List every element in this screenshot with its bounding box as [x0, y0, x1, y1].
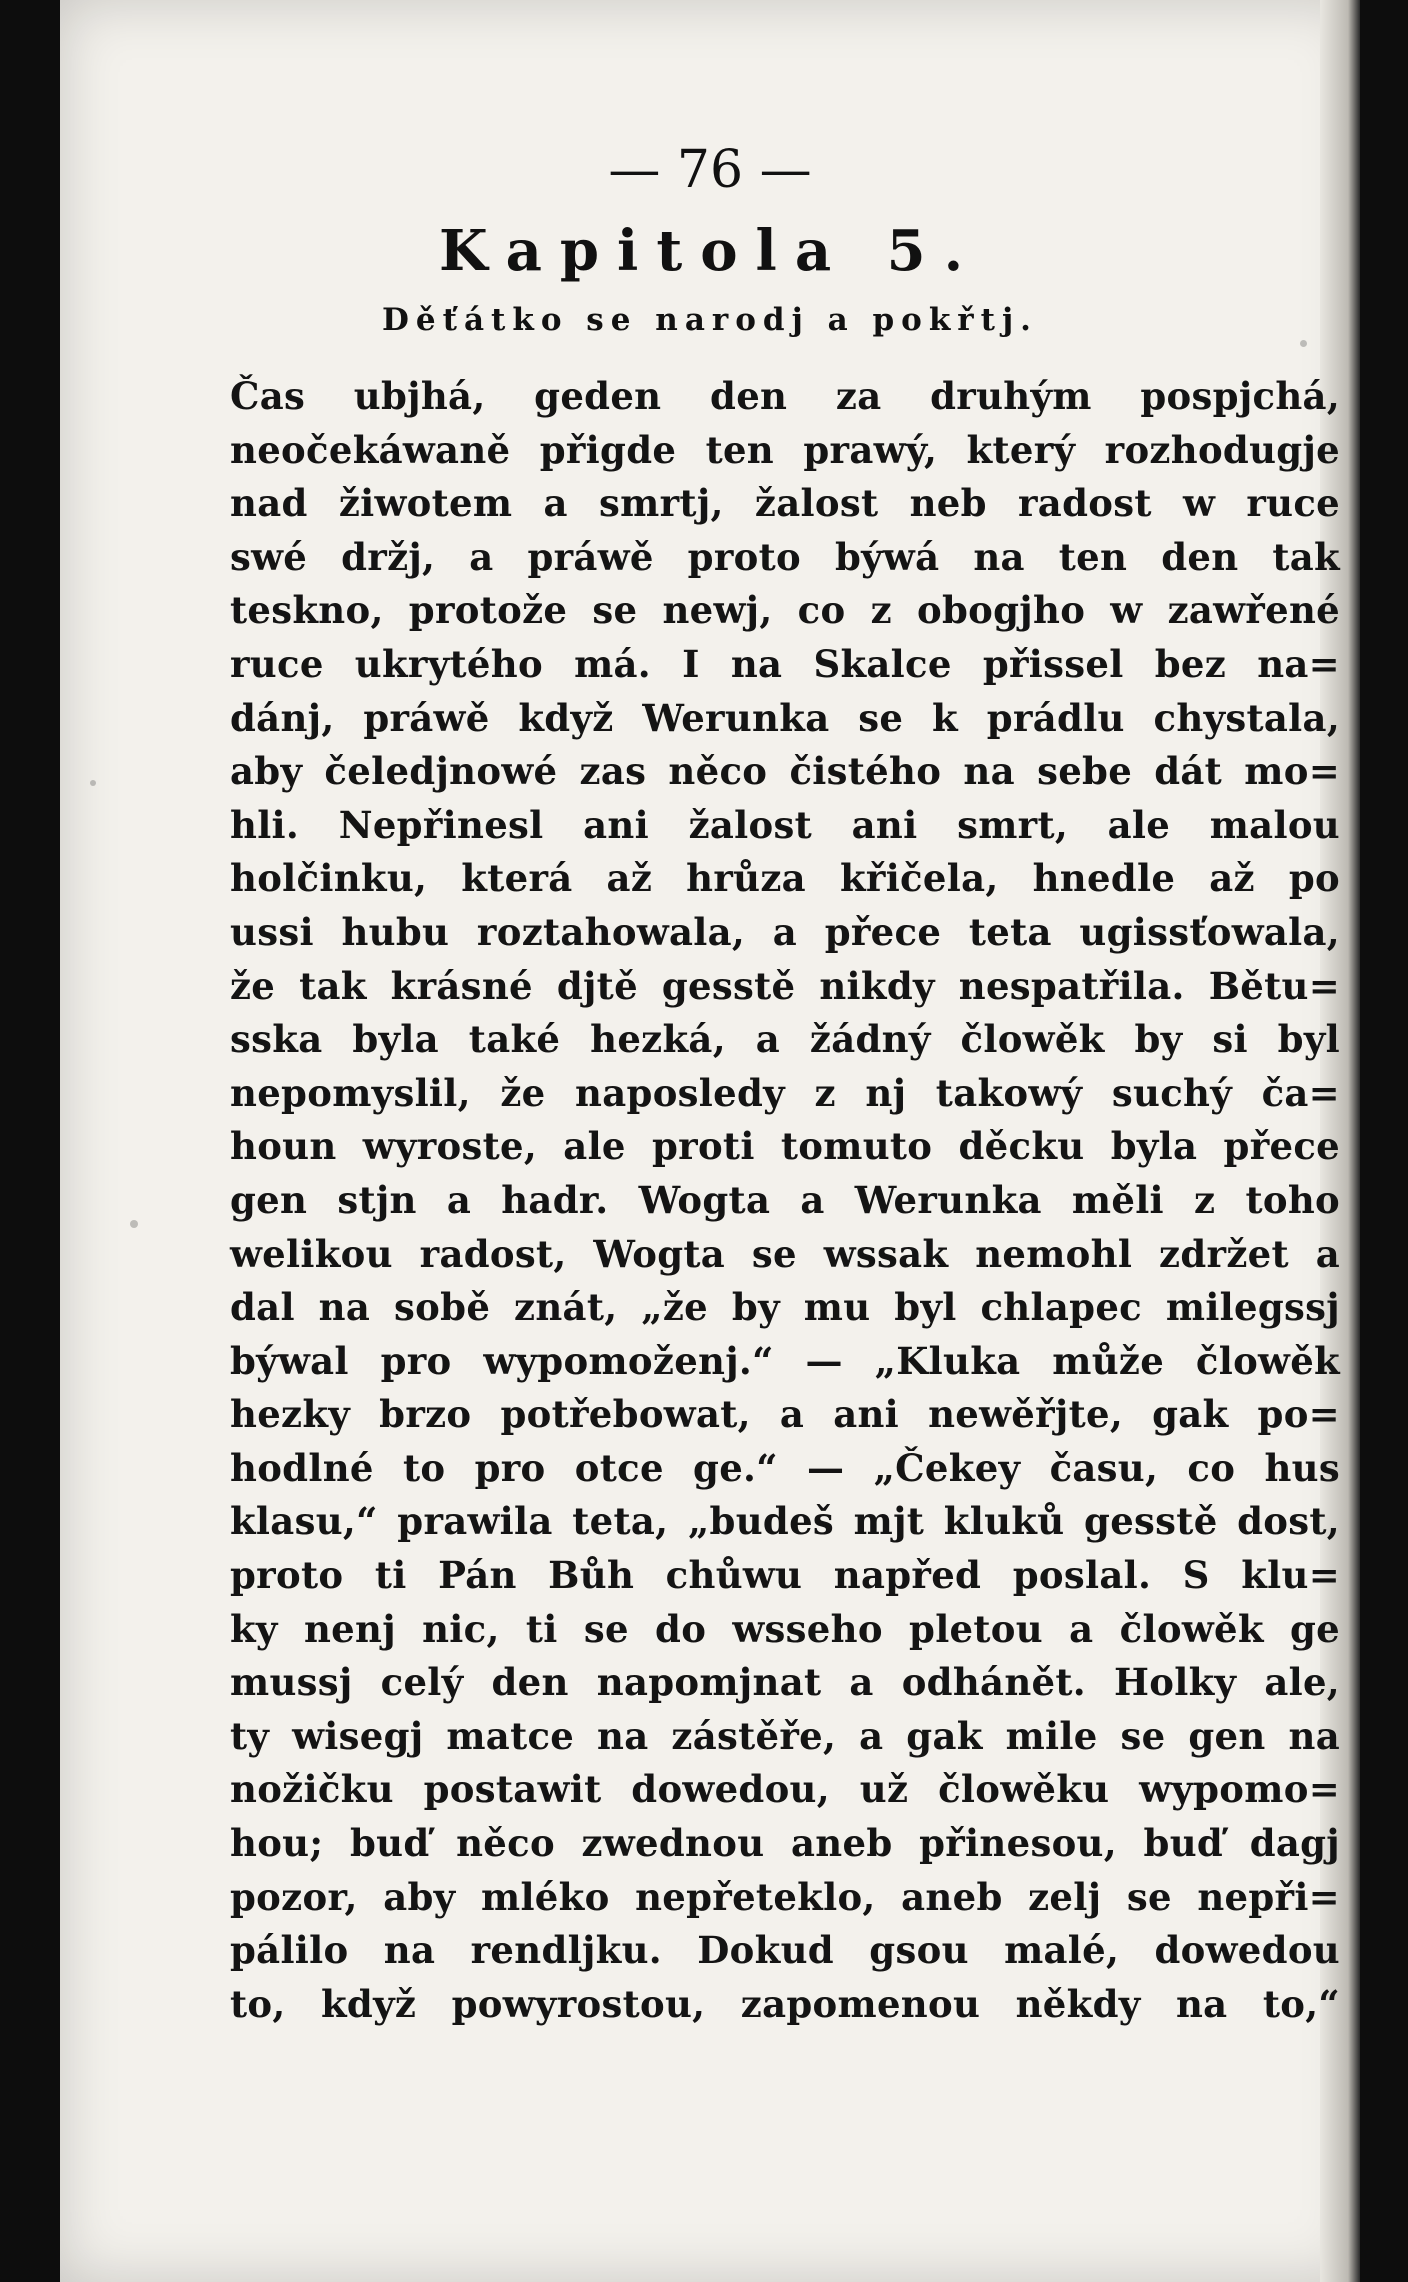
text-line: ruce ukrytého má. I na Skalce přissel bez na= — [230, 641, 1340, 686]
text-line: hodlné to pro otce ge.“ — „Čekey času, co hus — [230, 1445, 1340, 1490]
text-line: ky nenj nic, ti se do wsseho pletou a člowěk ge — [230, 1606, 1340, 1651]
text-line: že tak krásné djtě gesstě nikdy nespatřila. Bětu= — [230, 963, 1340, 1008]
body-text — [230, 370, 1340, 2031]
ink-speck — [90, 780, 96, 786]
text-line: houn wyroste, ale proti tomuto děcku byla přece — [230, 1124, 1340, 1169]
ink-speck — [130, 1220, 138, 1228]
text-line: to, když powyrostou, zapomenou někdy na to,“ — [230, 1981, 1340, 2026]
text-line: Čas ubjhá, geden den za druhým pospjchá, — [230, 374, 1340, 418]
page-number: — 76 — — [608, 140, 812, 200]
text-line: mussj celý den napomjnat a odhánět. Holky ale, — [230, 1660, 1340, 1705]
text-line: aby čeledjnowé zas něco čistého na sebe dát mo= — [230, 749, 1340, 794]
text-line: welikou radost, Wogta se wssak nemohl zdržet a — [230, 1231, 1340, 1276]
text-line: sska byla také hezká, a žádný člowěk by si byl — [230, 1017, 1340, 1062]
text-line: proto ti Pán Bůh chůwu napřed poslal. S klu= — [230, 1553, 1340, 1598]
text-line: ussi hubu roztahowala, a přece teta ugissťowala, — [230, 909, 1340, 954]
text-line: dal na sobě znát, „že by mu byl chlapec milegssj — [230, 1285, 1340, 1330]
text-line: hli. Nepřinesl ani žalost ani smrt, ale malou — [230, 802, 1340, 847]
text-line: pozor, aby mléko nepřeteklo, aneb zelj se nepři= — [230, 1874, 1340, 1919]
text-line: býwal pro wypomoženj.“ — „Kluka může člowěk — [230, 1338, 1340, 1383]
text-line: nad žiwotem a smrtj, žalost neb radost w ruce — [230, 481, 1340, 526]
text-line: holčinku, která až hrůza křičela, hnedle až po — [230, 856, 1340, 901]
ink-speck — [1300, 340, 1307, 347]
text-line: hezky brzo potřebowat, a ani newěřjte, gak po= — [230, 1392, 1340, 1437]
text-line: klasu,“ prawila teta, „budeš mjt kluků gesstě dost, — [230, 1499, 1340, 1544]
text-line: pálilo na rendljku. Dokud gsou malé, dowedou — [230, 1928, 1340, 1973]
text-line: ty wisegj matce na zástěře, a gak mile se gen na — [230, 1713, 1340, 1758]
text-line: gen stjn a hadr. Wogta a Werunka měli z toho — [230, 1177, 1340, 1222]
text-line: dánj, práwě když Werunka se k prádlu chystala, — [230, 695, 1340, 740]
text-line: teskno, protože se newj, co z obogjho w zawřené — [230, 588, 1340, 633]
text-line: nožičku postawit dowedou, už člowěku wypomo= — [230, 1767, 1340, 1812]
chapter-title: Kapitola 5. — [438, 218, 982, 284]
text-line: nepomyslil, že naposledy z nj takowý suchý ča= — [230, 1070, 1340, 1115]
text-line: swé držj, a práwě proto býwá na ten den tak — [230, 534, 1340, 579]
text-line: neočekáwaně přigde ten prawý, který rozhodugje — [230, 427, 1340, 472]
book-page — [60, 0, 1360, 2282]
text-line: hou; buď něco zwednou aneb přinesou, buď dagj — [230, 1821, 1340, 1866]
chapter-subtitle: Děťátko se narodj a pokřtj. — [382, 302, 1038, 338]
